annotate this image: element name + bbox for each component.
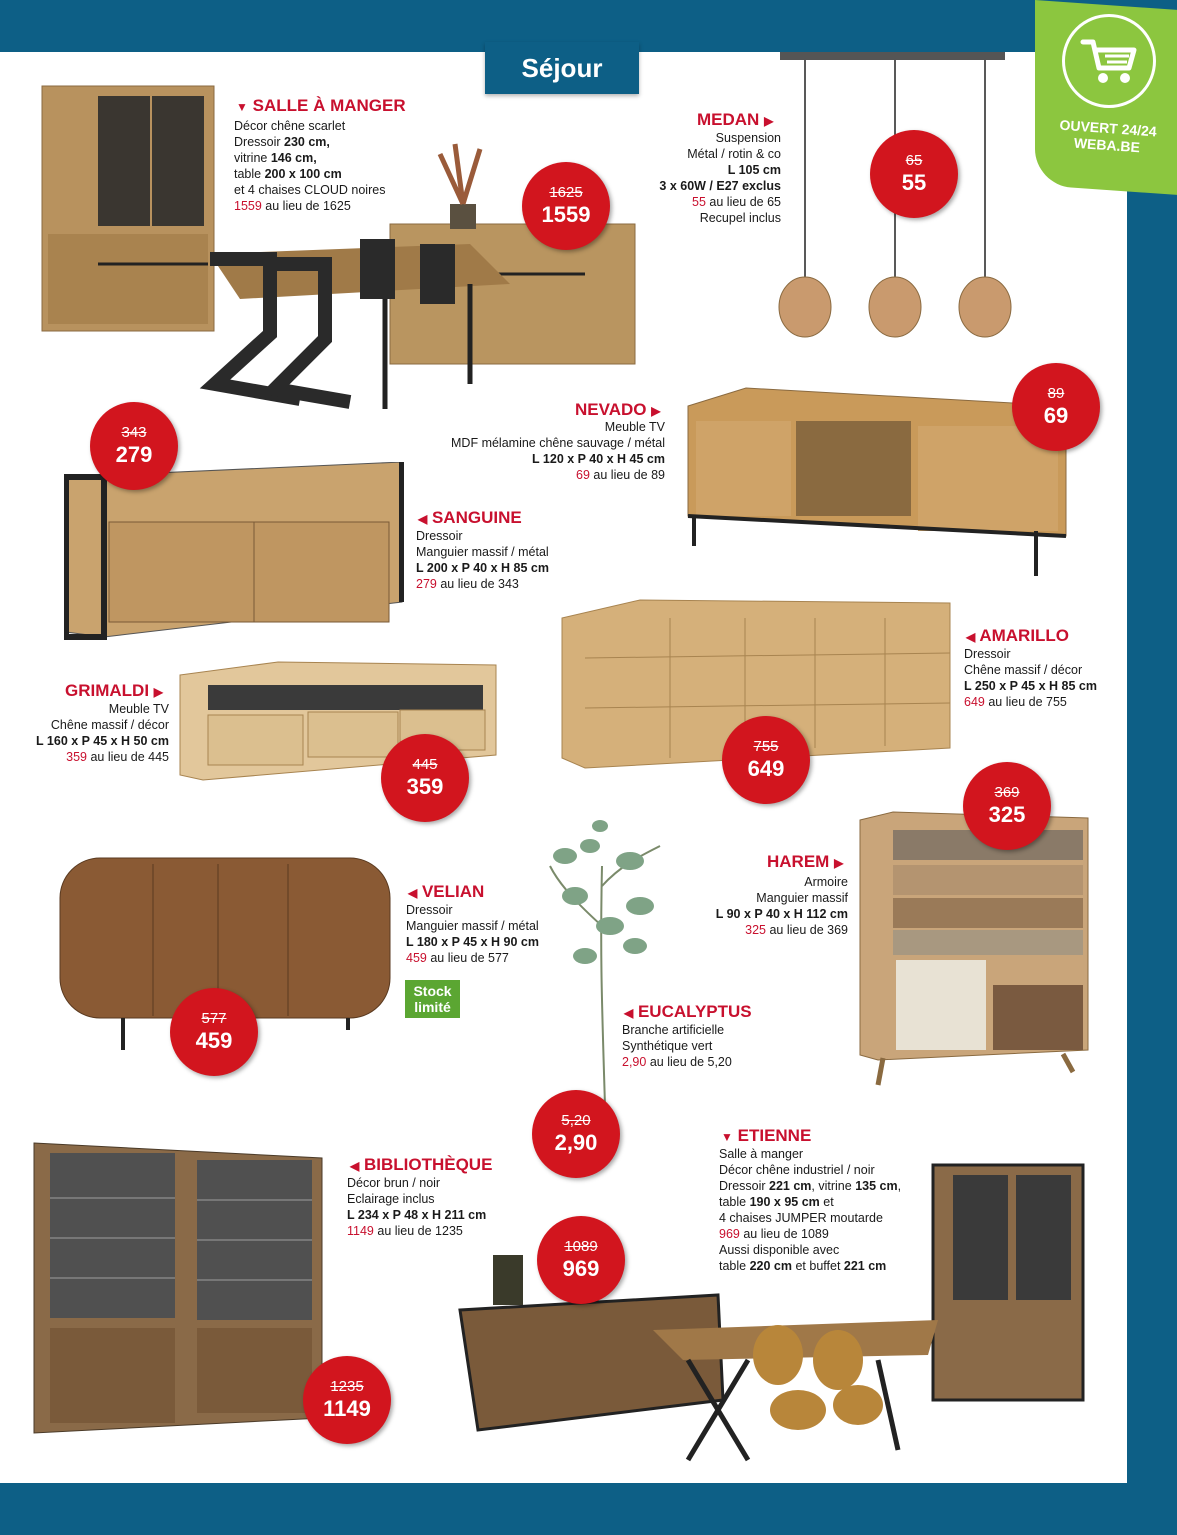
nevado-price-badge: 89 69 [1012,363,1100,451]
salle-title[interactable] [236,96,406,116]
velian-price-line: 459 au lieu de 577 [406,951,509,965]
caret-left-icon: ◀ [624,1005,634,1020]
amarillo-line2: Chêne massif / décor [964,663,1083,677]
amarillo-title[interactable] [966,626,1069,646]
stock-limited-badge [405,980,460,1018]
salle-price-badge: 1625 1559 [522,162,610,250]
velian-title-text: VELIAN [421,882,485,901]
salle-title-text: SALLE À MANGER [252,96,406,115]
biblio-product-image [32,1138,327,1438]
medan-line3: L 105 cm [727,163,781,177]
etienne-line7: Aussi disponible avec [719,1243,840,1257]
harem-line3: L 90 x P 40 x H 112 cm [715,907,848,921]
sanguine-title[interactable] [418,508,522,528]
salle-line5: et 4 chaises CLOUD noires [234,183,386,197]
medan-line1: Suspension [715,131,781,145]
salle-line4: table 200 x 100 cm [234,167,342,181]
cart-icon[interactable] [1062,14,1156,108]
amarillo-line1: Dressoir [964,647,1011,661]
velian-details [406,902,539,966]
nevado-title[interactable] [575,400,660,420]
medan-price-line: 55 au lieu de 65 [692,195,781,209]
harem-title-text: HAREM [767,852,830,871]
medan-line4: 3 x 60W / E27 exclus [659,179,781,193]
etienne-title[interactable] [721,1126,811,1146]
biblio-details [347,1175,486,1239]
sanguine-price-badge: 343 279 [90,402,178,490]
etienne-line2: Décor chêne industriel / noir [719,1163,875,1177]
caret-left-icon: ◀ [418,511,428,526]
biblio-line2: Eclairage inclus [347,1192,435,1206]
caret-right-icon: ▶ [834,855,844,870]
grimaldi-line2: Chêne massif / décor [50,718,169,732]
etienne-price-badge: 1089 969 [537,1216,625,1304]
eucalyptus-title-text: EUCALYPTUS [637,1002,752,1021]
nevado-line2: MDF mélamine chêne sauvage / métal [451,436,665,450]
etienne-price-line: 969 au lieu de 1089 [719,1227,829,1241]
eucalyptus-price-badge: 5,20 2,90 [532,1090,620,1178]
caret-right-icon: ▶ [153,684,164,699]
nevado-line1: Meuble TV [604,420,665,434]
nevado-price-line: 69 au lieu de 89 [576,468,665,482]
amarillo-price-line: 649 au lieu de 755 [964,695,1067,709]
grimaldi-line1: Meuble TV [108,702,169,716]
grimaldi-price-badge: 445 359 [381,734,469,822]
medan-title[interactable] [697,110,773,130]
harem-line2: Manguier massif [756,891,848,905]
biblio-title[interactable] [350,1155,492,1175]
harem-title[interactable] [767,852,843,872]
etienne-line8: table 220 cm et buffet 221 cm [719,1259,887,1273]
grimaldi-details [20,701,169,765]
shop-hours: OUVERT 24/24 [1059,116,1158,140]
biblio-line1: Décor brun / noir [347,1176,441,1190]
etienne-line1: Salle à manger [719,1147,804,1161]
salle-price-line: 1559 au lieu de 1625 [234,199,351,213]
amarillo-price-badge: 755 649 [722,716,810,804]
caret-left-icon: ◀ [408,885,418,900]
caret-down-icon: ▼ [721,1129,733,1144]
amarillo-details [964,646,1097,710]
etienne-details [719,1146,901,1274]
biblio-price-line: 1149 au lieu de 1235 [347,1224,463,1238]
caret-left-icon: ◀ [966,629,976,644]
sanguine-details [416,528,549,592]
biblio-line3: L 234 x P 48 x H 211 cm [347,1208,487,1222]
medan-details [600,130,781,226]
amarillo-line3: L 250 x P 45 x H 85 cm [964,679,1097,693]
section-title: Séjour [485,42,639,94]
salle-line3: vitrine 146 cm, [234,151,317,165]
harem-price-badge: 369 325 [963,762,1051,850]
medan-line2: Métal / rotin & co [687,147,781,161]
caret-left-icon: ◀ [350,1158,360,1173]
eucalyptus-line1: Branche artificielle [622,1023,725,1037]
velian-line2: Manguier massif / métal [406,919,539,933]
sanguine-line3: L 200 x P 40 x H 85 cm [416,561,549,575]
etienne-line3: Dressoir 221 cm, vitrine 135 cm, [719,1179,902,1193]
harem-product-image [858,810,1093,1090]
eucalyptus-price-line: 2,90 au lieu de 5,20 [622,1055,732,1069]
grimaldi-price-line: 359 au lieu de 445 [66,750,169,764]
harem-price-line: 325 au lieu de 369 [745,923,848,937]
salle-details [234,118,385,214]
biblio-title-text: BIBLIOTHÈQUE [363,1155,493,1174]
grimaldi-line3: L 160 x P 45 x H 50 cm [36,734,169,748]
bottom-banner [0,1483,1177,1535]
sanguine-price-line: 279 au lieu de 343 [416,577,519,591]
sanguine-line2: Manguier massif / métal [416,545,549,559]
nevado-line3: L 120 x P 40 x H 45 cm [532,452,665,466]
grimaldi-title-text: GRIMALDI [65,681,150,700]
etienne-line5: 4 chaises JUMPER moutarde [719,1211,883,1225]
eucalyptus-line2: Synthétique vert [622,1039,713,1053]
biblio-price-badge: 1235 1149 [303,1356,391,1444]
stock-badge-line2: limité [414,999,451,1015]
velian-title[interactable] [408,882,484,902]
sanguine-line1: Dressoir [416,529,463,543]
shop-url: WEBA.BE [1073,134,1141,156]
right-border [1127,0,1177,1535]
medan-title-text: MEDAN [697,110,760,129]
etienne-title-text: ETIENNE [737,1126,812,1145]
sanguine-product-image [64,462,404,642]
caret-right-icon: ▶ [651,403,661,418]
velian-line3: L 180 x P 45 x H 90 cm [406,935,539,949]
etienne-line4: table 190 x 95 cm et [719,1195,834,1209]
sanguine-title-text: SANGUINE [431,508,522,527]
eucalyptus-details [622,1022,732,1070]
velian-line1: Dressoir [406,903,453,917]
nevado-title-text: NEVADO [575,400,647,419]
nevado-details [400,419,665,483]
salle-line1: Décor chêne scarlet [234,119,346,133]
grimaldi-title[interactable] [65,681,163,701]
eucalyptus-title[interactable] [624,1002,752,1022]
medan-price-badge: 65 55 [870,130,958,218]
caret-down-icon: ▼ [236,99,248,114]
amarillo-title-text: AMARILLO [979,626,1070,645]
salle-line2: Dressoir 230 cm, [234,135,330,149]
stock-badge-line1: Stock [413,983,452,999]
velian-price-badge: 577 459 [170,988,258,1076]
harem-details [690,874,848,938]
harem-line1: Armoire [804,875,848,889]
medan-line6: Recupel inclus [699,211,781,225]
caret-right-icon: ▶ [764,113,774,128]
